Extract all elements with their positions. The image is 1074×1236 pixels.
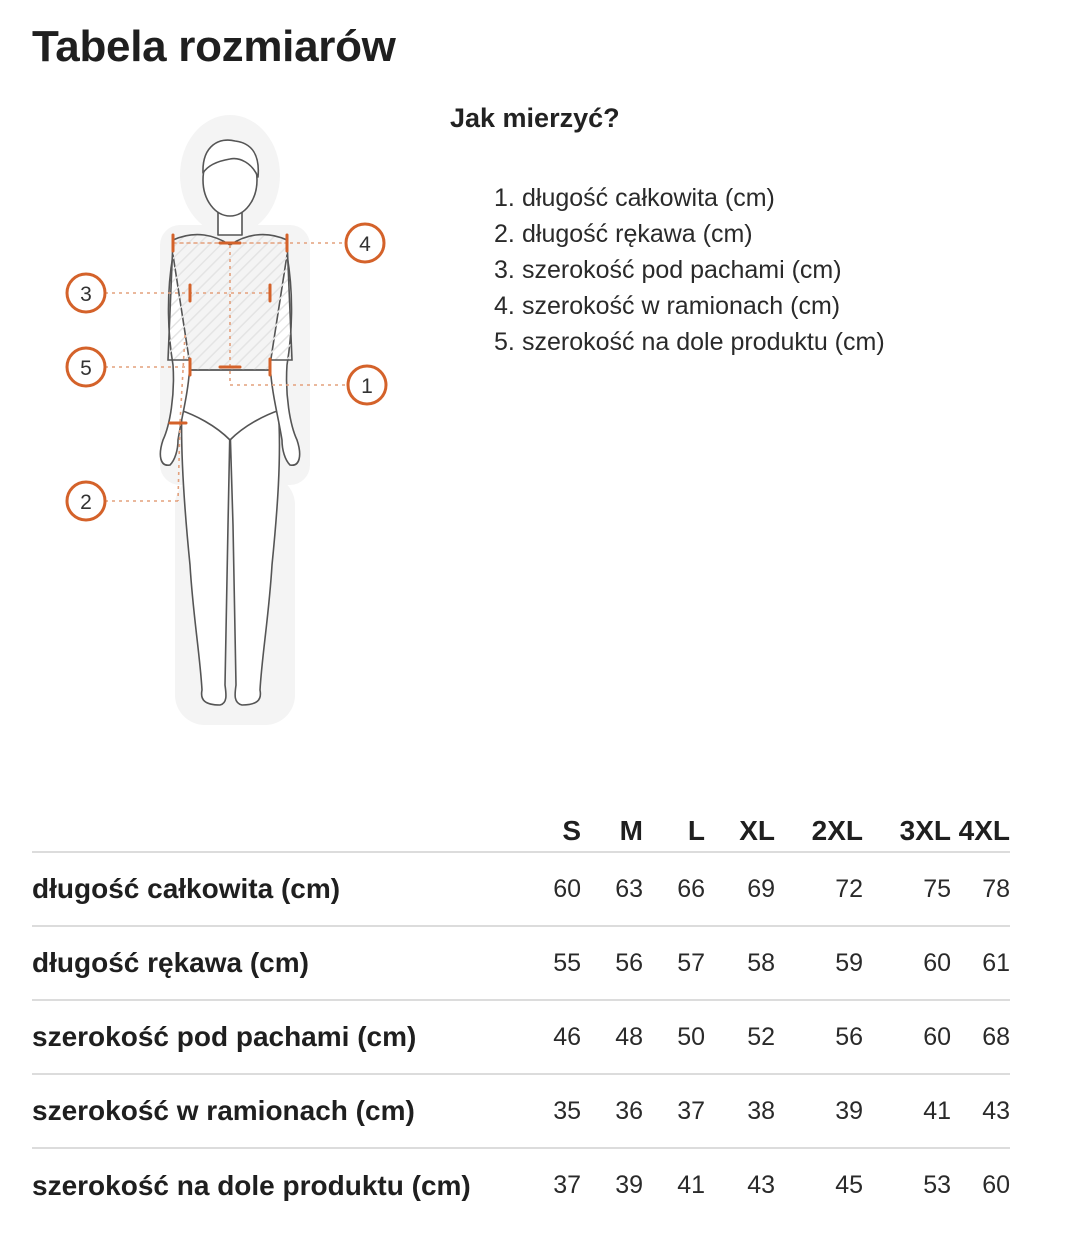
howto-item <box>494 216 885 252</box>
howto-item-label: szerokość pod pachami (cm) <box>522 256 842 284</box>
marker-label: 3 <box>80 283 92 306</box>
table-cell: 39 <box>835 1096 863 1125</box>
size-header: XL <box>739 815 775 846</box>
marker-1 <box>348 366 386 404</box>
table-header-row <box>32 803 1010 852</box>
table-row <box>32 1148 1010 1222</box>
marker-2 <box>67 482 105 520</box>
table-cell: 60 <box>982 1171 1010 1199</box>
table-cell: 56 <box>835 1022 863 1051</box>
row-label: szerokość pod pachami (cm) <box>32 1021 417 1052</box>
table-cell: 43 <box>982 1096 1010 1125</box>
howto-item-number: 2. <box>494 220 515 248</box>
marker-label: 2 <box>80 491 92 514</box>
table-cell: 50 <box>677 1022 705 1051</box>
size-header: 3XL <box>899 815 951 846</box>
howto-item-label: szerokość w ramionach (cm) <box>522 292 841 320</box>
marker-5 <box>67 348 105 386</box>
marker-label: 4 <box>359 233 371 256</box>
howto-item-label: szerokość na dole produktu (cm) <box>522 328 885 356</box>
table-cell: 61 <box>982 948 1010 977</box>
measurement-figure <box>30 95 450 735</box>
table-cell: 53 <box>923 1171 951 1199</box>
table-cell: 35 <box>553 1096 581 1125</box>
table-cell: 57 <box>677 948 705 977</box>
table-cell: 38 <box>747 1096 775 1125</box>
table-cell: 60 <box>923 1022 951 1051</box>
table-cell: 60 <box>553 874 581 903</box>
howto-item <box>494 180 885 216</box>
howto-item-number: 4. <box>494 292 515 320</box>
table-row <box>32 1074 1010 1148</box>
howto-item-label: długość całkowita (cm) <box>522 184 775 212</box>
table-cell: 60 <box>923 948 951 977</box>
table-cell: 48 <box>615 1022 643 1051</box>
table-row <box>32 852 1010 926</box>
table-cell: 36 <box>615 1096 643 1125</box>
table-cell: 45 <box>835 1171 863 1199</box>
row-label: długość rękawa (cm) <box>32 947 309 978</box>
size-header: M <box>619 815 643 846</box>
size-header: S <box>562 815 581 846</box>
marker-label: 1 <box>361 375 373 398</box>
table-cell: 37 <box>677 1096 705 1125</box>
size-header: 2XL <box>811 815 863 846</box>
table-cell: 58 <box>747 948 775 977</box>
table-row <box>32 926 1010 1000</box>
table-cell: 55 <box>553 948 581 977</box>
row-label: szerokość w ramionach (cm) <box>32 1095 415 1126</box>
table-cell: 43 <box>747 1171 775 1199</box>
howto-item-label: długość rękawa (cm) <box>522 220 753 248</box>
marker-label: 5 <box>80 357 92 380</box>
table-cell: 68 <box>982 1022 1010 1051</box>
howto-item <box>494 288 885 324</box>
table-cell: 59 <box>835 948 863 977</box>
page-title: Tabela rozmiarów <box>32 22 396 71</box>
table-row <box>32 1000 1010 1074</box>
howto-item <box>494 324 885 360</box>
table-cell: 37 <box>553 1171 581 1199</box>
row-label: szerokość na dole produktu (cm) <box>32 1169 471 1201</box>
howto-item-number: 3. <box>494 256 515 284</box>
table-cell: 78 <box>982 874 1010 903</box>
row-label: długość całkowita (cm) <box>32 873 341 904</box>
size-table <box>32 803 1010 1222</box>
marker-3 <box>67 274 105 312</box>
table-cell: 52 <box>747 1022 775 1051</box>
howto-item-number: 5. <box>494 328 515 356</box>
table-cell: 41 <box>923 1096 951 1125</box>
header-spacer <box>32 803 502 852</box>
howto-item <box>494 252 885 288</box>
table-cell: 69 <box>747 874 775 903</box>
table-cell: 41 <box>677 1171 705 1199</box>
table-cell: 46 <box>553 1022 581 1051</box>
howto-list <box>494 180 885 360</box>
size-header: 4XL <box>958 815 1010 846</box>
howto-title: Jak mierzyć? <box>450 103 620 133</box>
howto-item-number: 1. <box>494 184 515 212</box>
table-cell: 72 <box>835 874 863 903</box>
table-cell: 63 <box>615 874 643 903</box>
table-cell: 39 <box>615 1171 643 1199</box>
size-header: L <box>687 815 705 846</box>
table-cell: 75 <box>923 874 951 903</box>
table-cell: 56 <box>615 948 643 977</box>
table-cell: 66 <box>677 874 705 903</box>
marker-4 <box>346 224 384 262</box>
